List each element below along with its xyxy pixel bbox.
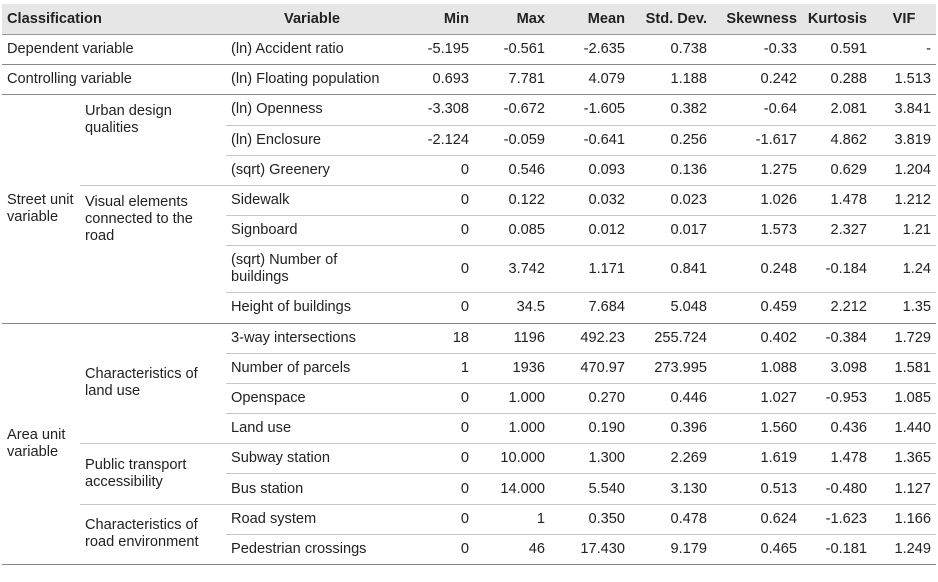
min-cell: 0 — [398, 246, 474, 293]
descriptive-statistics-table — [2, 4, 936, 565]
kurtosis-cell: -0.480 — [802, 474, 872, 504]
std-cell: 0.738 — [630, 35, 712, 65]
mean-cell: 5.540 — [550, 474, 630, 504]
min-cell: 18 — [398, 323, 474, 353]
max-cell: 1.000 — [474, 383, 550, 413]
subgroup-label-visual: Visual elements connected to the road — [80, 185, 226, 323]
vif-cell: 1.35 — [872, 293, 936, 323]
mean-cell: 1.171 — [550, 246, 630, 293]
skewness-cell: 1.275 — [712, 155, 802, 185]
kurtosis-cell: -0.384 — [802, 323, 872, 353]
vif-cell: 3.819 — [872, 125, 936, 155]
variable-cell: Height of buildings — [226, 293, 398, 323]
std-cell: 1.188 — [630, 65, 712, 95]
group-label-controlling: Controlling variable — [2, 65, 226, 95]
std-cell: 0.017 — [630, 216, 712, 246]
skewness-cell: 1.088 — [712, 353, 802, 383]
kurtosis-cell: 2.212 — [802, 293, 872, 323]
skewness-cell: 1.026 — [712, 185, 802, 215]
min-cell: 0 — [398, 155, 474, 185]
subgroup-label-urban: Urban design qualities — [80, 95, 226, 186]
header-kurtosis: Kurtosis — [802, 4, 872, 35]
mean-cell: 7.684 — [550, 293, 630, 323]
mean-cell: 0.032 — [550, 185, 630, 215]
variable-cell: (sqrt) Number of buildings — [226, 246, 398, 293]
variable-cell: Subway station — [226, 444, 398, 474]
table-row — [2, 323, 936, 353]
skewness-cell: 1.573 — [712, 216, 802, 246]
table-row — [2, 444, 936, 474]
mean-cell: 0.350 — [550, 504, 630, 534]
std-cell: 0.478 — [630, 504, 712, 534]
variable-cell: Openspace — [226, 383, 398, 413]
mean-cell: -0.641 — [550, 125, 630, 155]
max-cell: 0.546 — [474, 155, 550, 185]
variable-cell: Road system — [226, 504, 398, 534]
skewness-cell: 0.513 — [712, 474, 802, 504]
skewness-cell: 0.248 — [712, 246, 802, 293]
skewness-cell: 1.560 — [712, 414, 802, 444]
kurtosis-cell: 2.081 — [802, 95, 872, 125]
skewness-cell: -1.617 — [712, 125, 802, 155]
subgroup-label-road: Characteristics of road environment — [80, 504, 226, 564]
std-cell: 0.446 — [630, 383, 712, 413]
min-cell: -5.195 — [398, 35, 474, 65]
min-cell: 1 — [398, 353, 474, 383]
vif-cell: 1.166 — [872, 504, 936, 534]
max-cell: 14.000 — [474, 474, 550, 504]
variable-cell: (ln) Enclosure — [226, 125, 398, 155]
std-cell: 3.130 — [630, 474, 712, 504]
min-cell: 0 — [398, 474, 474, 504]
vif-cell: 1.440 — [872, 414, 936, 444]
group-label-street: Street unit variable — [2, 95, 80, 323]
vif-cell: 1.365 — [872, 444, 936, 474]
max-cell: 7.781 — [474, 65, 550, 95]
kurtosis-cell: -1.623 — [802, 504, 872, 534]
min-cell: 0 — [398, 414, 474, 444]
variable-cell: (ln) Openness — [226, 95, 398, 125]
max-cell: 46 — [474, 534, 550, 564]
kurtosis-cell: 0.629 — [802, 155, 872, 185]
kurtosis-cell: -0.953 — [802, 383, 872, 413]
skewness-cell: -0.64 — [712, 95, 802, 125]
vif-cell: 3.841 — [872, 95, 936, 125]
min-cell: 0 — [398, 383, 474, 413]
max-cell: -0.561 — [474, 35, 550, 65]
min-cell: -3.308 — [398, 95, 474, 125]
mean-cell: 4.079 — [550, 65, 630, 95]
variable-cell: (sqrt) Greenery — [226, 155, 398, 185]
variable-cell: 3-way intersections — [226, 323, 398, 353]
min-cell: 0 — [398, 293, 474, 323]
header-vif: VIF — [872, 4, 936, 35]
max-cell: -0.059 — [474, 125, 550, 155]
header-row — [2, 4, 936, 35]
variable-cell: Number of parcels — [226, 353, 398, 383]
header-mean: Mean — [550, 4, 630, 35]
kurtosis-cell: -0.184 — [802, 246, 872, 293]
std-cell: 0.136 — [630, 155, 712, 185]
mean-cell: 492.23 — [550, 323, 630, 353]
vif-cell: 1.581 — [872, 353, 936, 383]
skewness-cell: 0.459 — [712, 293, 802, 323]
variable-cell: (ln) Floating population — [226, 65, 398, 95]
min-cell: -2.124 — [398, 125, 474, 155]
mean-cell: 17.430 — [550, 534, 630, 564]
std-cell: 2.269 — [630, 444, 712, 474]
std-cell: 5.048 — [630, 293, 712, 323]
vif-cell: 1.729 — [872, 323, 936, 353]
max-cell: 1196 — [474, 323, 550, 353]
max-cell: 1.000 — [474, 414, 550, 444]
kurtosis-cell: 1.478 — [802, 444, 872, 474]
table-row — [2, 504, 936, 534]
header-classification: Classification — [2, 4, 226, 35]
vif-cell: - — [872, 35, 936, 65]
min-cell: 0.693 — [398, 65, 474, 95]
vif-cell: 1.212 — [872, 185, 936, 215]
mean-cell: -1.605 — [550, 95, 630, 125]
kurtosis-cell: 0.288 — [802, 65, 872, 95]
vif-cell: 1.127 — [872, 474, 936, 504]
mean-cell: 1.300 — [550, 444, 630, 474]
kurtosis-cell: -0.181 — [802, 534, 872, 564]
max-cell: 10.000 — [474, 444, 550, 474]
variable-cell: Signboard — [226, 216, 398, 246]
table-row — [2, 185, 936, 215]
variable-cell: Sidewalk — [226, 185, 398, 215]
variable-cell: Bus station — [226, 474, 398, 504]
group-label-dependent: Dependent variable — [2, 35, 226, 65]
mean-cell: 0.270 — [550, 383, 630, 413]
table-row — [2, 65, 936, 95]
mean-cell: -2.635 — [550, 35, 630, 65]
skewness-cell: 0.402 — [712, 323, 802, 353]
vif-cell: 1.24 — [872, 246, 936, 293]
variable-cell: (ln) Accident ratio — [226, 35, 398, 65]
header-min: Min — [398, 4, 474, 35]
subgroup-label-landuse: Characteristics of land use — [80, 323, 226, 444]
std-cell: 9.179 — [630, 534, 712, 564]
header-skewness: Skewness — [712, 4, 802, 35]
mean-cell: 0.190 — [550, 414, 630, 444]
subgroup-label-transport: Public transport accessibility — [80, 444, 226, 504]
kurtosis-cell: 0.436 — [802, 414, 872, 444]
skewness-cell: 1.619 — [712, 444, 802, 474]
std-cell: 255.724 — [630, 323, 712, 353]
std-cell: 0.841 — [630, 246, 712, 293]
vif-cell: 1.21 — [872, 216, 936, 246]
skewness-cell: 0.242 — [712, 65, 802, 95]
max-cell: 1936 — [474, 353, 550, 383]
mean-cell: 0.012 — [550, 216, 630, 246]
vif-cell: 1.249 — [872, 534, 936, 564]
max-cell: 3.742 — [474, 246, 550, 293]
variable-cell: Land use — [226, 414, 398, 444]
vif-cell: 1.204 — [872, 155, 936, 185]
max-cell: 0.122 — [474, 185, 550, 215]
kurtosis-cell: 2.327 — [802, 216, 872, 246]
min-cell: 0 — [398, 216, 474, 246]
min-cell: 0 — [398, 504, 474, 534]
max-cell: -0.672 — [474, 95, 550, 125]
header-max: Max — [474, 4, 550, 35]
max-cell: 1 — [474, 504, 550, 534]
std-cell: 0.023 — [630, 185, 712, 215]
vif-cell: 1.085 — [872, 383, 936, 413]
skewness-cell: 0.465 — [712, 534, 802, 564]
min-cell: 0 — [398, 444, 474, 474]
table-row — [2, 95, 936, 125]
std-cell: 273.995 — [630, 353, 712, 383]
header-variable: Variable — [226, 4, 398, 35]
std-cell: 0.256 — [630, 125, 712, 155]
mean-cell: 0.093 — [550, 155, 630, 185]
vif-cell: 1.513 — [872, 65, 936, 95]
max-cell: 34.5 — [474, 293, 550, 323]
std-cell: 0.382 — [630, 95, 712, 125]
header-std: Std. Dev. — [630, 4, 712, 35]
std-cell: 0.396 — [630, 414, 712, 444]
table-row — [2, 35, 936, 65]
group-label-area: Area unit variable — [2, 323, 80, 565]
kurtosis-cell: 0.591 — [802, 35, 872, 65]
kurtosis-cell: 4.862 — [802, 125, 872, 155]
min-cell: 0 — [398, 185, 474, 215]
skewness-cell: 1.027 — [712, 383, 802, 413]
min-cell: 0 — [398, 534, 474, 564]
max-cell: 0.085 — [474, 216, 550, 246]
skewness-cell: -0.33 — [712, 35, 802, 65]
skewness-cell: 0.624 — [712, 504, 802, 534]
kurtosis-cell: 1.478 — [802, 185, 872, 215]
kurtosis-cell: 3.098 — [802, 353, 872, 383]
mean-cell: 470.97 — [550, 353, 630, 383]
variable-cell: Pedestrian crossings — [226, 534, 398, 564]
